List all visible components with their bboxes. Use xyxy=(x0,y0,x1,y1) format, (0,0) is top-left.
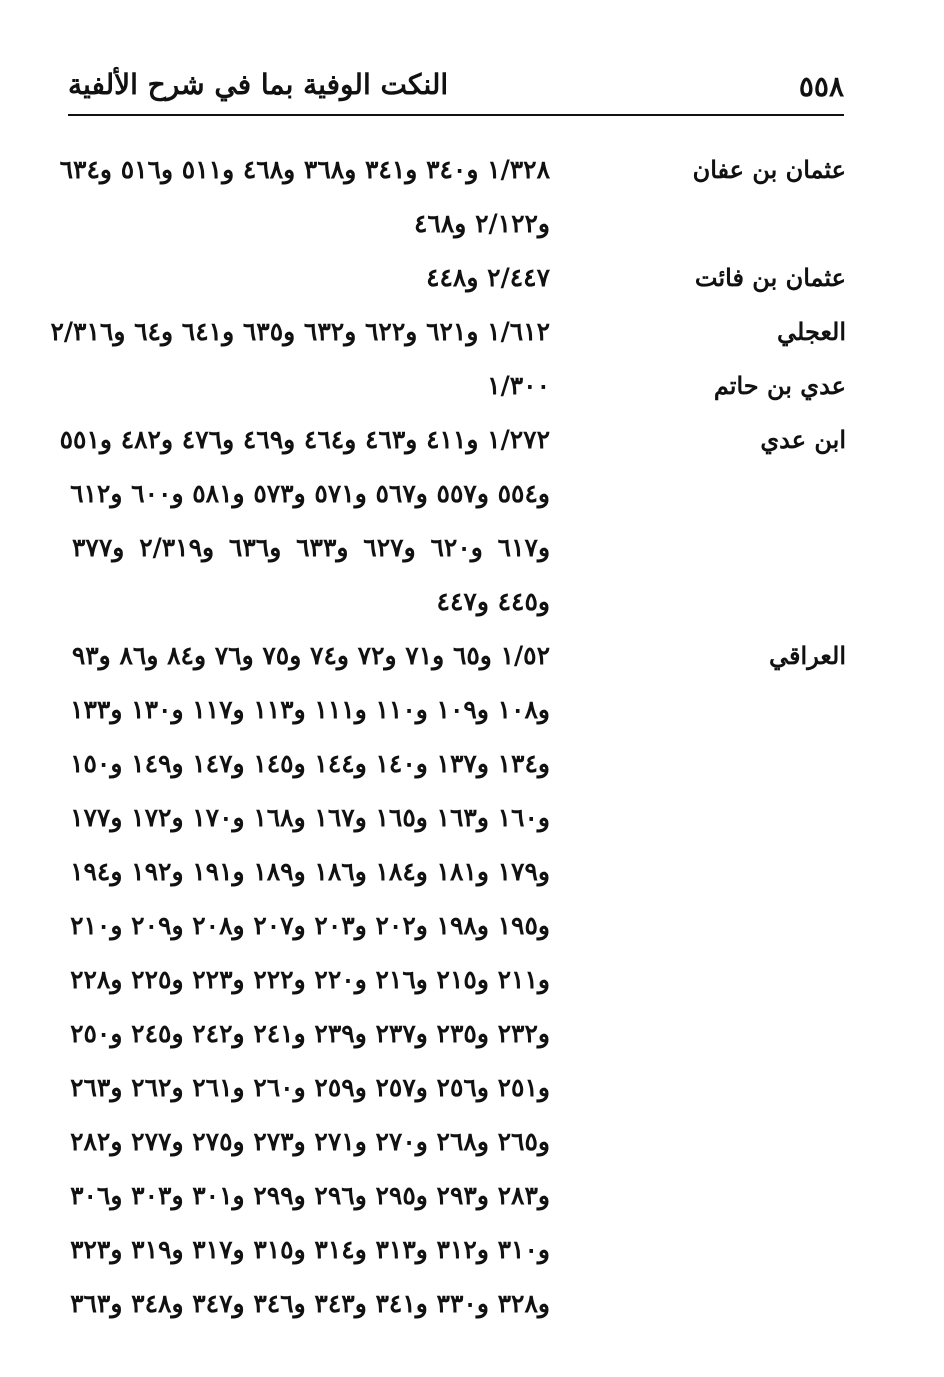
reference-line: و١٧٩ و١٨١ و١٨٤ و١٨٦ و١٨٩ و١٩١ و١٩٢ و١٩٤ xyxy=(70,857,550,886)
index-entry xyxy=(0,305,944,359)
entry-references xyxy=(59,143,550,251)
reference-line: ١/٦١٢ و٦٢١ و٦٢٢ و٦٣٢ و٦٣٥ و٦٤١ و٦٤ و٢/٣١٦ xyxy=(50,317,550,346)
reference-line: و٥٥٤ و٥٥٧ و٥٦٧ و٥٧١ و٥٧٣ و٥٨١ و٦٠٠ و٦١٢ xyxy=(70,479,550,508)
entry-name: ابن عدي xyxy=(760,425,846,454)
reference-line: و٢٣٢ و٢٣٥ و٢٣٧ و٢٣٩ و٢٤١ و٢٤٢ و٢٤٥ و٢٥٠ xyxy=(70,1019,550,1048)
index-entry xyxy=(0,143,944,251)
entry-references xyxy=(72,251,550,305)
reference-line: و٢٥١ و٢٥٦ و٢٥٧ و٢٥٩ و٢٦٠ و٢٦١ و٢٦٢ و٢٦٣ xyxy=(70,1073,550,1102)
reference-line: و٢/١٢٢ و٤٦٨ xyxy=(414,209,550,238)
reference-line: ٢/٤٤٧ و٤٤٨ xyxy=(426,263,550,292)
page-header xyxy=(68,62,844,112)
entry-references xyxy=(72,629,550,1331)
entry-name: العجلي xyxy=(777,317,846,346)
entry-references xyxy=(59,413,551,629)
reference-line: ١/٢٧٢ و٤١١ و٤٦٣ و٤٦٤ و٤٦٩ و٤٧٦ و٤٨٢ و٥٥١ xyxy=(59,425,550,454)
header-rule xyxy=(68,114,844,116)
reference-line: ١/٥٢ و٦٥ و٧١ و٧٢ و٧٤ و٧٥ و٧٦ و٨٤ و٨٦ و٩٣ xyxy=(71,641,550,670)
reference-line: و٢١١ و٢١٥ و٢١٦ و٢٢٠ و٢٢٢ و٢٢٣ و٢٢٥ و٢٢٨ xyxy=(70,965,550,994)
reference-line: و٦١٧ و٦٢٠ و٦٢٧ و٦٣٣ و٦٣٦ و٢/٣١٩ و٣٧٧ xyxy=(72,533,551,562)
entry-name: العراقي xyxy=(769,641,846,670)
reference-line: و٤٤٥ و٤٤٧ xyxy=(436,587,550,616)
reference-line: و١٠٨ و١٠٩ و١١٠ و١١١ و١١٣ و١١٧ و١٣٠ و١٣٣ xyxy=(70,695,550,724)
entry-name: عثمان بن عفان xyxy=(692,155,846,184)
running-title: النكت الوفية بما في شرح الألفية xyxy=(68,68,449,101)
index-entry xyxy=(0,251,944,305)
entry-name: عثمان بن فائت xyxy=(694,263,846,292)
reference-line: و٣١٠ و٣١٢ و٣١٣ و٣١٤ و٣١٥ و٣١٧ و٣١٩ و٣٢٣ xyxy=(70,1235,550,1264)
reference-line: و٢٦٥ و٢٦٨ و٢٧٠ و٢٧١ و٢٧٣ و٢٧٥ و٢٧٧ و٢٨٢ xyxy=(70,1127,550,1156)
reference-line: و٢٨٣ و٢٩٣ و٢٩٥ و٢٩٦ و٢٩٩ و٣٠١ و٣٠٣ و٣٠٦ xyxy=(70,1181,550,1210)
page-number: ٥٥٨ xyxy=(798,70,844,103)
index-list xyxy=(0,143,944,1331)
entry-references xyxy=(50,305,550,359)
index-entry xyxy=(0,359,944,413)
reference-line: و٣٢٨ و٣٣٠ و٣٤١ و٣٤٣ و٣٤٦ و٣٤٧ و٣٤٨ و٣٦٣ xyxy=(70,1289,550,1318)
index-entry xyxy=(0,413,944,629)
reference-line: ١/٣٢٨ و٣٤٠ و٣٤١ و٣٦٨ و٤٦٨ و٥١١ و٥١٦ و٦٣٤ xyxy=(59,155,550,184)
reference-line: ١/٣٠٠ xyxy=(487,371,550,400)
reference-line: و١٣٤ و١٣٧ و١٤٠ و١٤٤ و١٤٥ و١٤٧ و١٤٩ و١٥٠ xyxy=(70,749,550,778)
reference-line: و١٦٠ و١٦٣ و١٦٥ و١٦٧ و١٦٨ و١٧٠ و١٧٢ و١٧٧ xyxy=(70,803,550,832)
entry-name: عدي بن حاتم xyxy=(713,371,846,400)
reference-line: و١٩٥ و١٩٨ و٢٠٢ و٢٠٣ و٢٠٧ و٢٠٨ و٢٠٩ و٢١٠ xyxy=(70,911,550,940)
entry-references xyxy=(72,359,550,413)
index-entry xyxy=(0,629,944,1331)
